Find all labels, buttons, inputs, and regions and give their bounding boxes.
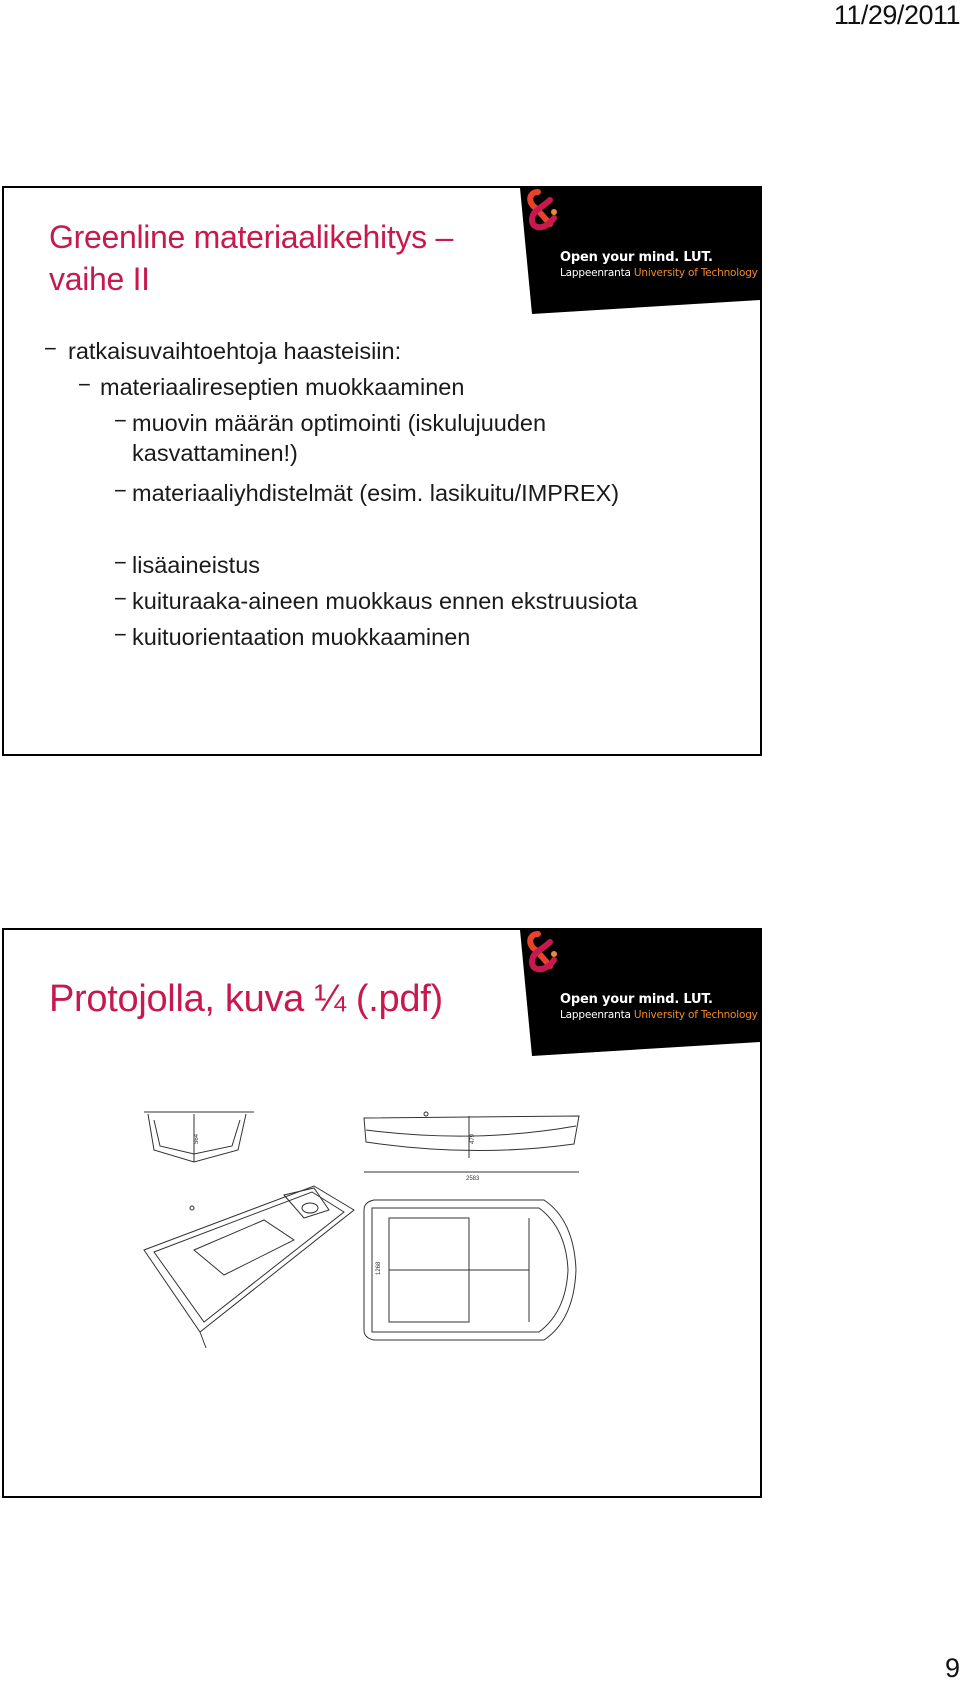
dimension-label: 564	[194, 1133, 200, 1144]
bullet-dash: −	[114, 478, 127, 503]
slide-2	[2, 928, 762, 1498]
lut-ampersand-logo-icon	[520, 188, 564, 232]
logo-university-name: Lappeenranta University of Technology	[560, 267, 758, 279]
page-date: 11/29/2011	[833, 0, 960, 30]
page-number: 9	[944, 1653, 960, 1683]
bullet-dash: −	[114, 408, 127, 433]
dimension-label: 2583	[466, 1176, 480, 1182]
slide-title: Greenline materiaalikehitys – vaihe II	[49, 219, 453, 297]
bullet-dash: −	[114, 550, 127, 575]
boat-top-view-drawing	[364, 1200, 576, 1340]
bullet-dash: −	[44, 336, 57, 361]
boat-side-view-drawing	[364, 1112, 579, 1182]
bullet-level2: materiaalireseptien muokkaaminen	[100, 374, 465, 400]
logo-tagline: Open your mind. LUT.	[560, 992, 713, 1007]
logo-university-name: Lappeenranta University of Technology	[560, 1009, 758, 1021]
lut-logo-banner	[520, 188, 760, 314]
boat-perspective-view-drawing	[144, 1186, 354, 1348]
lut-ampersand-logo-icon	[520, 930, 564, 974]
bullet-dash: −	[114, 622, 127, 647]
lut-logo-banner	[520, 930, 760, 1056]
dimension-label: 479	[470, 1133, 476, 1144]
bullet-dash: −	[114, 586, 127, 611]
bullet-level3: muovin määrän optimointi (iskulujuuden kasvattaminen!)	[132, 410, 547, 466]
boat-technical-drawings	[134, 1100, 634, 1430]
boat-end-view-drawing	[144, 1112, 254, 1162]
bullet-level1: ratkaisuvaihtoehtoja haasteisiin:	[68, 338, 402, 364]
slide-title: Protojolla, kuva ¼ (.pdf)	[49, 978, 443, 1020]
bullet-level3: kuituorientaation muokkaaminen	[132, 624, 471, 650]
logo-tagline: Open your mind. LUT.	[560, 250, 713, 265]
bullet-level3: kuituraaka-aineen muokkaus ennen ekstruusiota	[132, 588, 638, 614]
bullet-dash: −	[78, 372, 91, 397]
bullet-level3: lisäaineistus	[132, 552, 261, 578]
slide-1	[2, 186, 762, 756]
dimension-label: 1268	[376, 1261, 382, 1275]
bullet-level3: materiaaliyhdistelmät (esim. lasikuitu/IMPREX)	[132, 480, 620, 506]
